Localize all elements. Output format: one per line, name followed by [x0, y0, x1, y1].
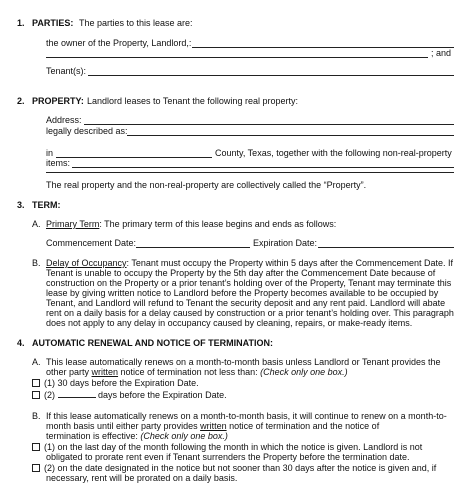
renewal-b-line-3: [46, 431, 228, 442]
tenant-name-line[interactable]: [88, 75, 454, 76]
items-line[interactable]: [72, 167, 454, 168]
section-2-intro: Landlord leases to Tenant the following real property:: [87, 96, 298, 106]
county-text: County, Texas, together with the following non-real-property: [215, 148, 452, 158]
address-label: Address:: [46, 115, 82, 125]
address-line[interactable]: [84, 124, 454, 125]
section-2-number: 2.: [17, 96, 25, 106]
owner-label: the owner of the Property, Landlord,:: [46, 38, 192, 48]
delay-line-1: [46, 258, 453, 269]
expiration-label: Expiration Date:: [253, 238, 318, 248]
delay-line-7: does not apply to any delay in occupancy caused by cleaning, repairs, or make-ready items.: [46, 318, 413, 328]
renewal-a-letter: A.: [32, 357, 41, 367]
primary-term-desc: : The primary term of this lease begins and ends as follows:: [99, 219, 337, 229]
county-line[interactable]: [56, 157, 212, 158]
renewal-b-line-1: If this lease automatically renews on a month-to-month basis, it will continue to renew on a month-to-: [46, 411, 447, 421]
landlord-name-line-2[interactable]: [46, 57, 428, 58]
commencement-date-line[interactable]: [136, 247, 250, 248]
renewal-a-line-2-pre: other party: [46, 367, 92, 377]
delay-line-5: Tenant, and Landlord will refund to Tenant the security deposit and any rent paid. Landlord will abate: [46, 298, 446, 308]
items-label: items:: [46, 158, 71, 168]
checkbox-a-2[interactable]: [32, 391, 40, 399]
delay-title: Delay of Occupancy: [46, 258, 127, 268]
commencement-label: Commencement Date:: [46, 238, 137, 248]
renewal-a-line-1: This lease automatically renews on a month-to-month basis unless Landlord or Tenant provides the: [46, 357, 441, 367]
items-line-2[interactable]: [46, 172, 454, 173]
primary-term-text: [46, 219, 336, 230]
renewal-a-option-2: [32, 389, 227, 401]
renewal-b-option-2-line-1: (2) on the date designated in the notice but not sooner than 30 days after the notice is given and, if: [44, 463, 437, 473]
primary-term-title: Primary Term: [46, 219, 100, 229]
checkbox-b-1[interactable]: [32, 443, 40, 451]
delay-line-4: lease by giving written notice to Landlord before the Property becomes available to be occupied by: [46, 288, 439, 298]
renewal-b-written: written: [200, 421, 227, 431]
renewal-a-option-1: [32, 378, 199, 389]
section-1-number: 1.: [17, 18, 25, 28]
renewal-a-line-2-post: notice of termination not less than:: [118, 367, 261, 377]
legal-label: legally described as:: [46, 126, 128, 136]
checkbox-a-1[interactable]: [32, 379, 40, 387]
collective-text: The real property and the non-real-property are collectively called the “Property”.: [46, 180, 367, 190]
renewal-a-option-2-pre: (2): [44, 390, 58, 400]
section-3-heading: TERM:: [32, 200, 61, 210]
renewal-b-option-1: [32, 442, 422, 453]
renewal-b-option-1-line-1: (1) on the last day of the month following the month in which the notice is given. Landlord is not: [44, 442, 423, 452]
renewal-b-option-2-line-2: necessary, rent will be prorated on a daily basis.: [46, 473, 238, 483]
renewal-b-letter: B.: [32, 411, 41, 421]
renewal-a-written: written: [91, 367, 119, 377]
section-1-heading: PARTIES:: [32, 18, 74, 28]
renewal-a-option-1-text: (1) 30 days before the Expiration Date.: [44, 378, 199, 388]
delay-line-6: rent on a daily basis for a delay caused by construction or a prior tenant’s holding over. This paragraph: [46, 308, 454, 318]
in-text: in: [46, 148, 54, 158]
renewal-b-option-2: [32, 463, 436, 474]
section-3-number: 3.: [17, 200, 25, 210]
tenant-label: Tenant(s):: [46, 66, 87, 76]
renewal-b-line-3-pre: termination is effective:: [46, 431, 141, 441]
section-1-intro: The parties to this lease are:: [79, 18, 193, 28]
renewal-a-option-2-post: days before the Expiration Date.: [95, 390, 227, 400]
section-2-heading: PROPERTY:: [32, 96, 84, 106]
renewal-b-line-2-post: notice of termination and the notice of: [226, 421, 380, 431]
landlord-name-line[interactable]: [192, 47, 454, 48]
renewal-a-check-note: (Check only one box.): [260, 367, 348, 377]
legal-description-line[interactable]: [127, 135, 454, 136]
renewal-b-check-note: (Check only one box.): [140, 431, 228, 441]
section-4-number: 4.: [17, 338, 25, 348]
checkbox-b-2[interactable]: [32, 464, 40, 472]
renewal-b-line-2: [46, 421, 379, 432]
delay-line-3: construction on the Property or a prior tenant’s holding over of the Property, Tenant may terminate this: [46, 278, 452, 288]
renewal-b-line-2-pre: month basis until either party provides: [46, 421, 201, 431]
expiration-date-line[interactable]: [318, 247, 454, 248]
and-text: ; and: [431, 48, 452, 58]
delay-line-2: Tenant is unable to occupy the Property by the 5th day after the Commencement Date because of: [46, 268, 436, 278]
days-blank-line[interactable]: [58, 389, 96, 398]
term-a-letter: A.: [32, 219, 41, 229]
renewal-b-option-1-line-2: obligated to prorate rent even if Tenant surrenders the Property before the termination date.: [46, 452, 410, 462]
term-b-letter: B.: [32, 258, 41, 268]
delay-line-1-text: : Tenant must occupy the Property within 5 days after the Commencement Date. If: [126, 258, 454, 268]
section-4-heading: AUTOMATIC RENEWAL AND NOTICE OF TERMINATION:: [32, 338, 273, 348]
renewal-a-line-2: [46, 367, 348, 378]
